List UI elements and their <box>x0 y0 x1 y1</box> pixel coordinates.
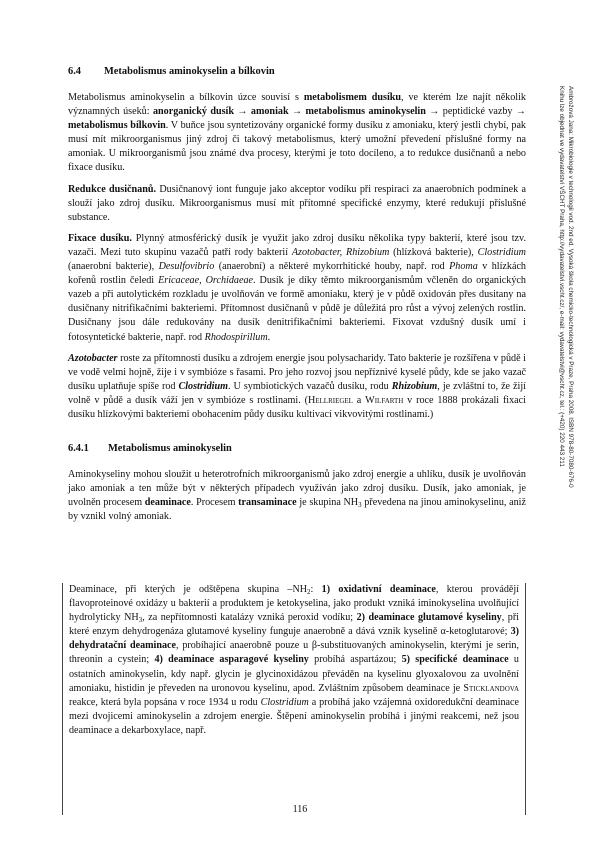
paragraph-nitrate-reduction: Redukce dusičnanů. Dusičnanový iont funguje jako akceptor vodíku při respiraci za anaerobních podmínek a slouží jako zdroj dusíku. Mikroorganismus musí mít přítomné specifické enzymy, které redukují příslušné substance. <box>68 183 526 223</box>
section-heading <box>68 66 526 77</box>
page-number: 116 <box>292 804 308 815</box>
paragraph-nitrogen-fixation: Fixace dusíku. Plynný atmosférický dusík je využit jako zdroj dusíku několika typy bakterií, které jsou tzv. vazači. Mezi tuto skupinu vazačů patří rody bakterií Azotobacter, Rhizobium (hlízková bakterie), Clostridium (anaerobní bakterie), Desulfovibrio (anaerobní) a některé mykorrhitické houby, např. rod Phoma v hlízkách kořenů rostlin čeledi Ericaceae, Orchidaeae. Dusík je díky těmto mikroorganismům včleněn do organických vazeb a při autolytickém rozkladu je uvolňován ve formě amoniaku, který je v půdě oxidován přes dusitany na dusičnany nitrifikačními bakteriemi. Přítomnost dusičnanů v půdě je důležitá pro růst a vývoj zelených rostlin. Dusičnany jsou dále redukovány na dusík denitrifikačními bakteriemi. Fixovat vzdušný dusík umí i fotosyntetické bakterie, např. rod Rhodospirillum. <box>68 232 526 343</box>
subsection-title: Metabolismus aminokyselin <box>108 443 232 455</box>
deamination-box <box>62 583 526 815</box>
section-title: Metabolismus aminokyselin a bílkovin <box>104 66 275 77</box>
paragraph-amino-acids: Aminokyseliny mohou sloužit u heterotrofních mikroorganismů jako zdroj energie a uhlíku, dusík je uvolňován jako amoniak a ten může být v některých případech využíván jako zdroj dusíku. Dusík, jako amoniak, je uvolněn procesem deaminace. Procesem transaminace je skupina $NH_3$ převedena na jinou aminokyselinu, aniž by vznikl volný amoniak. <box>68 469 526 523</box>
paragraph-azotobacter: Azotobacter roste za přítomnosti dusíku a zdrojem energie jsou polysacharidy. Tato bakterie je rozšířena v půdě i ve vodě velmi hojně, žije i v symbióze s řasami. Pro jeho rozvoj jsou nepříznivé kyselé půdy, kde se jako vazač dusíku uplatňuje spíše rod Clostridium. U symbiotických vazačů dusíku, rodu Rhizobium, je zvláštní to, že žijí volně v půdě a dusík váží jen v symbióze s rostlinami. (Hellriegel a Wilfarth v roce 1888 prokázali fixaci dusíku hlízkovými bakteriemi obohacením půdy dusíku kultivací vikvovitými rostlinami.) <box>68 352 526 420</box>
paragraph-nitrogen-metabolism: Metabolismus aminokyselin a bílkovin úzce souvisí s metabolismem dusíku, ve kterém lze najít několik významných úseků: anorganický dusík → amoniak → metabolismus aminokyselin → peptidické vazby → metabolismus bílkovin. V buňce jsou syntetizovány organické formy dusíku z amoniaku, který jestli chybí, pak musí mít mikroorganismus jiný zdroj či takový metabolismus, který umožní převedení příslušné formy na amoniak. U mikroorganismů jsou známé dva procesy, kterými je toto docíleno, a to redukce dusičnanů a nebo fixace dusíku. <box>68 92 526 174</box>
citation-line-1: Ambrožová Jana: Mikrobiologie v technologii vod. 2nd ed. Vysoká škola chemicko-technologická v Praze, Praha 2008. ISBN 978-80-7080-676-0 <box>567 86 574 488</box>
citation-line-2: Knihu lze objednat ve vydavatelství VŠCHT Praha, http://vydavatelstvi.vscht.cz/, e-mail: vydavatelstvi@vscht.cz, tel.: (+420) 220 443 211 <box>558 86 566 467</box>
main-content <box>68 66 526 531</box>
side-citation <box>557 86 574 488</box>
subsection-number: 6.4.1 <box>68 443 89 455</box>
section-number: 6.4 <box>68 66 81 77</box>
deamination-text: Deaminace, při kterých je odštěpena skupina $-NH_2$: 1) oxidativní deaminace, kterou provádějí flavoproteinové oxidázy u bakterií a produktem je ketokyselina, jako produkt vzniká iminokyselina uvolňující hydrolyticky $NH_3$, za nepřítomnosti katalázy vzniká peroxid vodíku; 2) deaminace glutamové kyseliny, při které enzym dehydrogenáza glutamové kyseliny funguje anaerobně a dává vznik kyselině α-ketoglutarové; 3) dehydratační deaminace, probíhající anaerobně pouze u β-substituovaných aminokyselin, kterými je serin, threonin a cystein; 4) deaminace asparagové kyseliny probíhá aspartázou; 5) specifické deaminace u ostatních aminokyselin, kdy např. glycin je glycinoxidázou převáděn na kyselinu glyoxalovou za uvolnění amoniaku, histidin je převeden na uronovou kyselinu, apod. Zvláštním způsobem deaminace je Sticklandova reakce, která byla popsána v roce 1934 u rodu Clostridium a probíhá jako vzájemná oxidoredukční deaminace mezi dvojicemi aminokyselin a zdrojem energie. Štěpení aminokyselin probíhá i jinými reakcemi, než jsou deaminace a dekarboxylace, např. <box>69 584 520 736</box>
subsection-heading <box>68 443 526 454</box>
